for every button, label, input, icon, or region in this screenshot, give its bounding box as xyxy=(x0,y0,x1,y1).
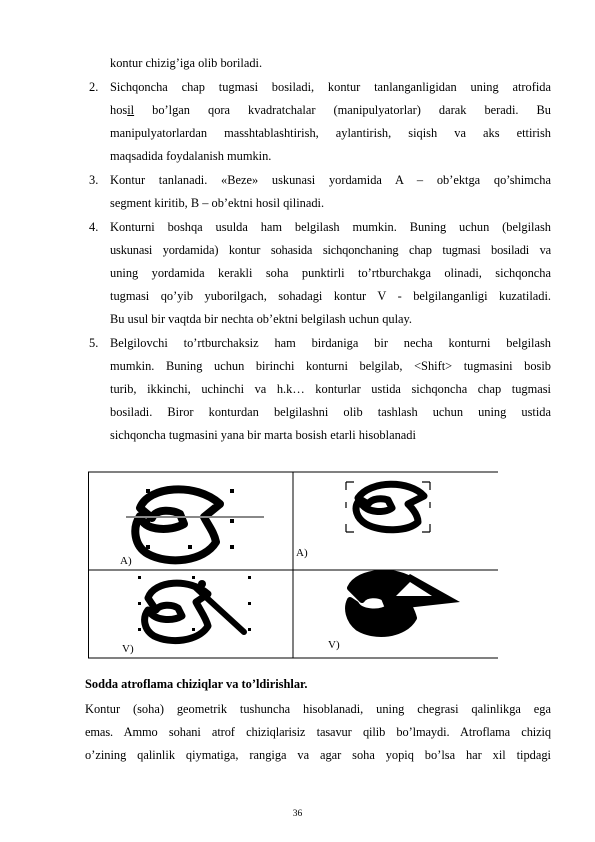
list-item-line: Bu usul bir vaqtda bir nechta ob’ektni belgilash uchun qulay. xyxy=(110,312,413,326)
list-item-line: Belgilovchi to’rtburchaksiz ham birdaniga bir necha konturni belgilash xyxy=(110,336,551,350)
list-item-line: Sichqoncha chap tugmasi bosiladi, kontur tanlanganligidan uning atrofida xyxy=(110,80,551,94)
contour-shape-filled-triangle xyxy=(348,573,460,634)
list-number: 2. xyxy=(89,80,99,94)
text-span: bo’lgan qora kvadratchalar (manipulyatorlar) darak beradi. Bu xyxy=(134,103,551,117)
list-item-line: tugmasi qo’yib yuborilgach, sohadagi kontur V - belgilanganligi kuzatiladi. xyxy=(110,289,551,303)
section-heading: Sodda atroflama chiziqlar va to’ldirishlar. xyxy=(85,677,308,691)
contour-shape-with-line xyxy=(138,576,251,641)
list-item-line: mumkin. Buning uchun birinchi konturni belgilab, <Shift> tugmasini bosib xyxy=(110,359,551,373)
list-number: 5. xyxy=(89,336,99,350)
list-item-line: uskunasi yordamida) kontur sohasida sichqonchaning chap tugmasi bosiladi va xyxy=(110,243,551,257)
figure-label: A) xyxy=(120,555,132,567)
figure-label: A) xyxy=(296,547,308,559)
list-item-line: segment kiritib, B – ob’ektni hosil qilinadi. xyxy=(110,196,325,210)
list-number: 4. xyxy=(89,220,99,234)
list-item-line: bosiladi. Biror konturdan belgilashni olib tashlash uchun uning ustida xyxy=(110,405,551,419)
contour-figure-grid xyxy=(88,470,498,660)
paragraph-line: Kontur (soha) geometrik tushuncha hisoblanadi, uning chegrasi qalinlikga ega xyxy=(85,702,551,716)
contour-shape-dashed-selection xyxy=(346,482,430,532)
contour-shape-selected xyxy=(126,489,264,560)
paragraph-line: o’zining qalinlik qiymatiga, rangiga va agar soha yopiq bo’lsa har xil tipdagi xyxy=(85,748,551,762)
list-item-line: turib, ikkinchi, uchinchi va h.k… konturlar ustida sichqoncha chap tugmasi xyxy=(110,382,551,396)
underlined-text: il xyxy=(127,103,135,117)
manipulator-handles xyxy=(146,489,234,549)
list-item-line: maqsadida foydalanish mumkin. xyxy=(110,149,272,163)
list-number: 3. xyxy=(89,173,99,187)
list-item-line: manipulyatorlardan masshtablashtirish, aylantirish, siqish va aks ettirish xyxy=(110,126,551,140)
figure-label: V) xyxy=(122,643,134,655)
list-item-line xyxy=(110,102,551,118)
text-span: hos xyxy=(110,103,128,117)
list-item-line: Kontur tanlanadi. «Beze» uskunasi yordamida A – ob’ektga qo’shimcha xyxy=(110,173,551,187)
paragraph-line: emas. Ammo sohani atrof chiziqlarisiz tasavur qilib bo’lmaydi. Atroflama chiziq xyxy=(85,725,551,739)
list-item-line: Konturni boshqa usulda ham belgilash mumkin. Buning uchun (belgilash xyxy=(110,220,551,234)
figure-label: V) xyxy=(328,639,340,651)
intro-line: kontur chizig’iga olib boriladi. xyxy=(110,56,263,70)
list-item-line: uning yordamida kerakli soha punktirli to’rtburchakga olinadi, sichqoncha xyxy=(110,266,551,280)
page-number: 36 xyxy=(292,809,303,819)
list-item-line: sichqoncha tugmasini yana bir marta bosish etarli hisoblanadi xyxy=(110,428,416,442)
